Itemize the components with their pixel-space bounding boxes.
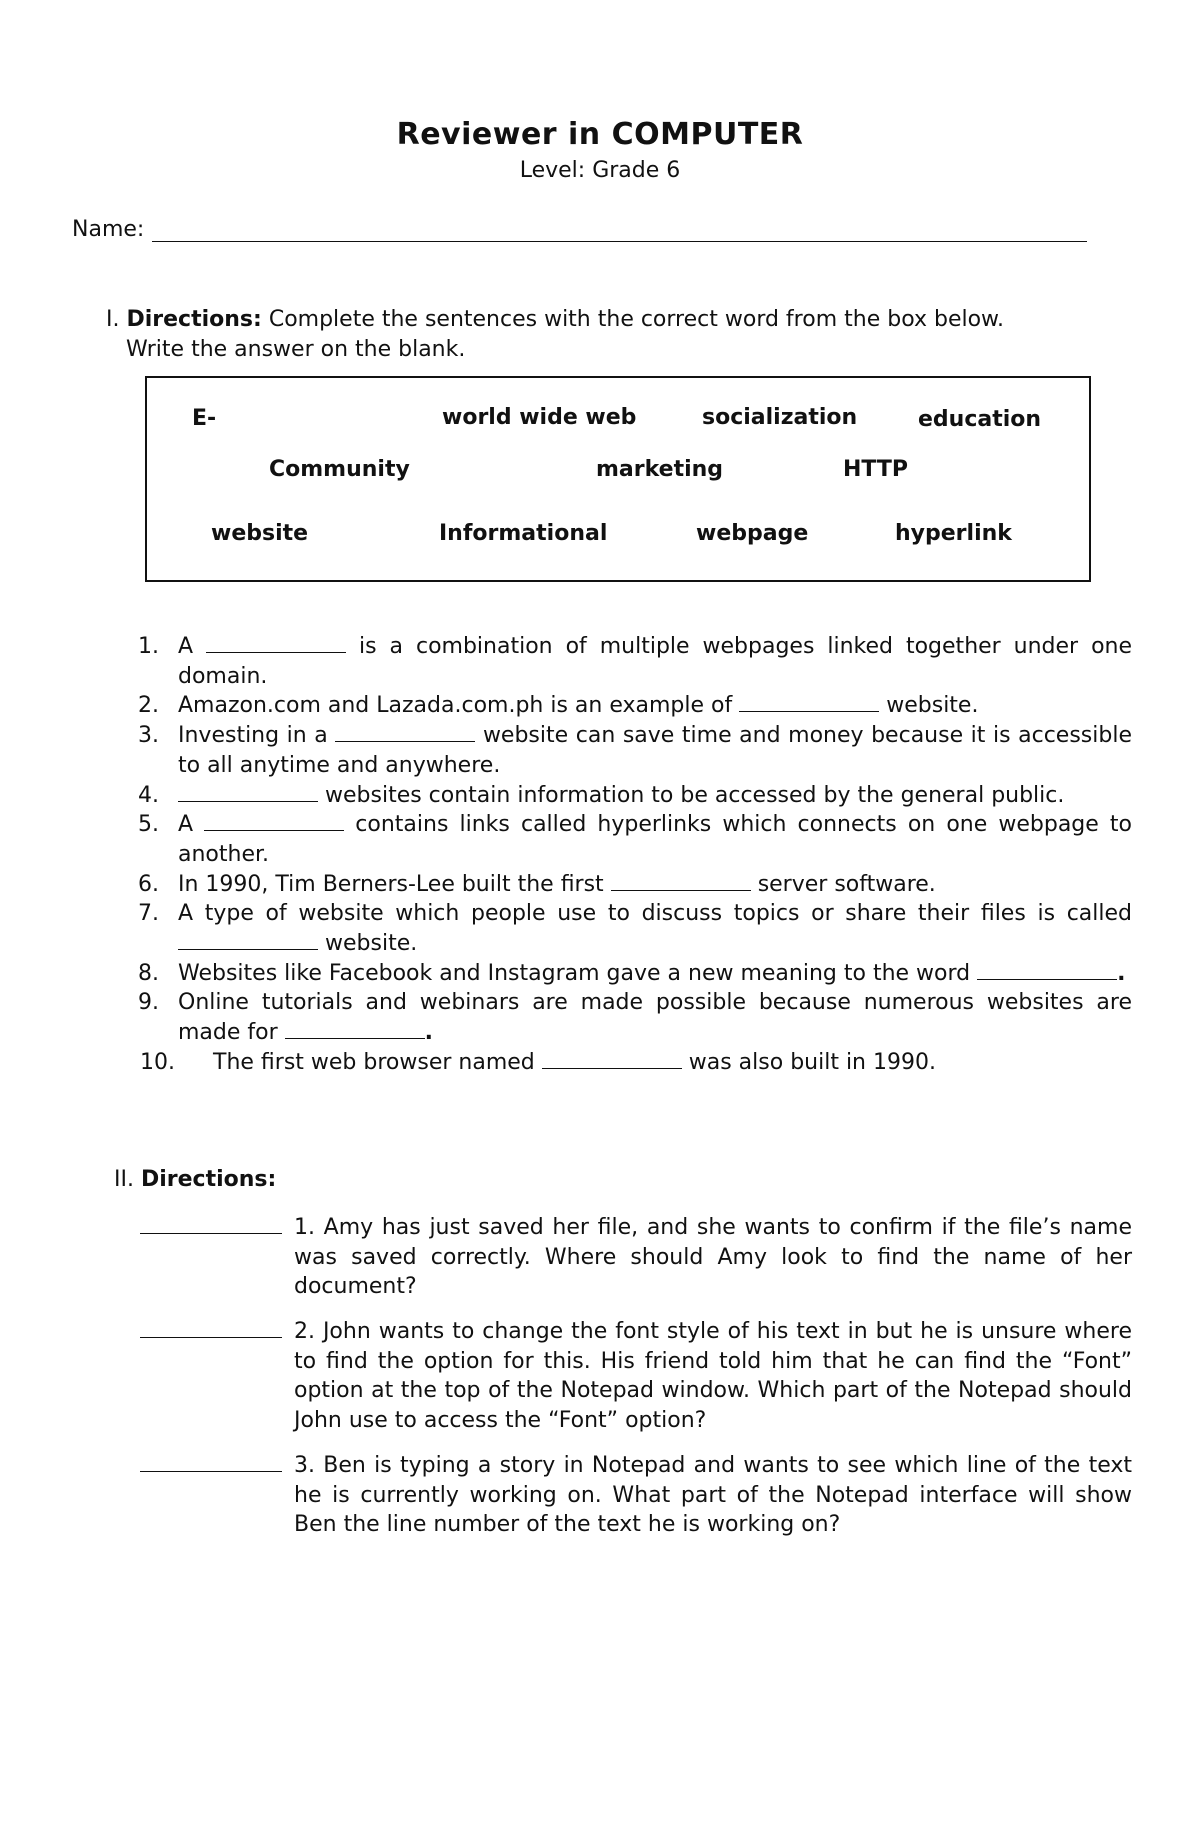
part2-item-text: 2. John wants to change the font style of his text in but he is unsure where to find the option for this. His friend told him that he can find the “Font” option at the top of the Notepad window. Which part of the Notepad should John use to access the “Font” option? xyxy=(294,1319,1132,1434)
question-6 xyxy=(138,870,1132,900)
answer-blank[interactable] xyxy=(178,931,318,950)
question-text: A type of website which people use to discuss topics or share their files is called xyxy=(178,901,1132,927)
name-label: Name: xyxy=(72,217,145,242)
word-informational: Informational xyxy=(439,521,608,546)
name-blank[interactable] xyxy=(152,217,1087,242)
word-box xyxy=(145,376,1091,582)
question-number: 5. xyxy=(138,812,159,838)
grade-level: Level: Grade 6 xyxy=(519,158,681,183)
answer-blank[interactable] xyxy=(140,1317,282,1338)
part1-directions xyxy=(106,305,1132,365)
word-www: world wide web xyxy=(442,405,637,430)
answer-blank[interactable] xyxy=(977,961,1117,980)
word-marketing: marketing xyxy=(596,457,724,482)
question-text: website. xyxy=(325,931,418,957)
answer-blank[interactable] xyxy=(335,723,475,742)
question-text: is a combination of multiple webpages linked together under one domain. xyxy=(178,634,1133,689)
question-text: Investing in a xyxy=(178,723,328,749)
part2-item-text: 1. Amy has just saved her file, and she wants to confirm if the file’s name was saved correctly. Where should Amy look to find the name of her document? xyxy=(294,1215,1132,1300)
word-hyperlink: hyperlink xyxy=(895,521,1012,546)
answer-blank[interactable] xyxy=(285,1020,425,1039)
question-5 xyxy=(138,810,1132,869)
answer-blank[interactable] xyxy=(140,1213,282,1234)
part1-directions-cont: Write the answer on the blank. xyxy=(126,337,466,362)
question-number: 3. xyxy=(138,723,159,749)
answer-blank[interactable] xyxy=(140,1451,282,1472)
question-text: A xyxy=(178,812,194,838)
question-8 xyxy=(138,959,1132,989)
question-text: Websites like Facebook and Instagram gave a new meaning to the word xyxy=(178,960,971,986)
part2-roman: II. xyxy=(114,1167,134,1192)
question-number: 6. xyxy=(138,871,159,897)
question-3 xyxy=(138,721,1132,780)
part1-roman: I. xyxy=(106,307,120,332)
question-text: website. xyxy=(886,693,979,719)
word-http: HTTP xyxy=(843,457,909,482)
question-text: website can save time and money because it is accessible to all anytime and anywhere. xyxy=(178,723,1132,778)
question-text: In 1990, Tim Berners-Lee built the first xyxy=(178,871,604,897)
answer-blank[interactable] xyxy=(739,693,879,712)
question-number: 7. xyxy=(138,901,159,927)
question-10 xyxy=(138,1048,1132,1078)
question-text: server software. xyxy=(757,871,936,897)
question-1 xyxy=(138,632,1132,691)
question-text: . xyxy=(1117,960,1126,986)
question-number: 2. xyxy=(138,693,159,719)
word-community: Community xyxy=(269,457,410,482)
answer-blank[interactable] xyxy=(178,783,318,802)
question-7 xyxy=(138,899,1132,958)
question-text: was also built in 1990. xyxy=(688,1049,936,1075)
question-2 xyxy=(138,691,1132,721)
part1-questions xyxy=(138,632,1132,1078)
question-number: 9. xyxy=(138,990,159,1016)
name-row xyxy=(72,217,1087,242)
word-education: education xyxy=(918,407,1042,432)
part1-directions-text: Complete the sentences with the correct word from the box below. xyxy=(268,307,1005,332)
part2-item-3 xyxy=(140,1451,1132,1540)
question-text: Online tutorials and webinars are made possible because numerous websites are made for xyxy=(178,990,1132,1046)
word-e: E- xyxy=(192,406,217,431)
question-number: 4. xyxy=(138,782,159,808)
word-website: website xyxy=(211,521,309,546)
answer-blank[interactable] xyxy=(542,1050,682,1069)
part1-directions-label: Directions: xyxy=(126,307,262,332)
page-title: Reviewer in COMPUTER xyxy=(396,117,804,152)
question-number: 10. xyxy=(140,1049,175,1075)
part2-directions-label: Directions: xyxy=(140,1167,277,1192)
part2-directions xyxy=(114,1167,276,1192)
question-9 xyxy=(138,988,1132,1047)
question-number: 8. xyxy=(138,960,159,986)
question-text: The first web browser named xyxy=(213,1049,535,1075)
question-text: A xyxy=(178,634,194,659)
part2-item-text: 3. Ben is typing a story in Notepad and wants to see which line of the text he is currently working on. What part of the Notepad interface will show Ben the line number of the text he is working on? xyxy=(294,1453,1132,1538)
question-4 xyxy=(138,781,1132,811)
word-socialization: socialization xyxy=(702,405,858,430)
answer-blank[interactable] xyxy=(206,634,346,653)
answer-blank[interactable] xyxy=(204,812,344,831)
question-text: contains links called hyperlinks which connects on one webpage to another. xyxy=(178,812,1132,867)
answer-blank[interactable] xyxy=(611,872,751,891)
question-text: . xyxy=(424,1020,434,1046)
question-text: Amazon.com and Lazada.com.ph is an example of xyxy=(178,693,733,719)
part2-item-1 xyxy=(140,1213,1132,1302)
question-text: websites contain information to be accessed by the general public. xyxy=(325,782,1065,808)
question-number: 1. xyxy=(138,634,159,659)
part2-item-2 xyxy=(140,1317,1132,1436)
word-webpage: webpage xyxy=(696,521,809,546)
